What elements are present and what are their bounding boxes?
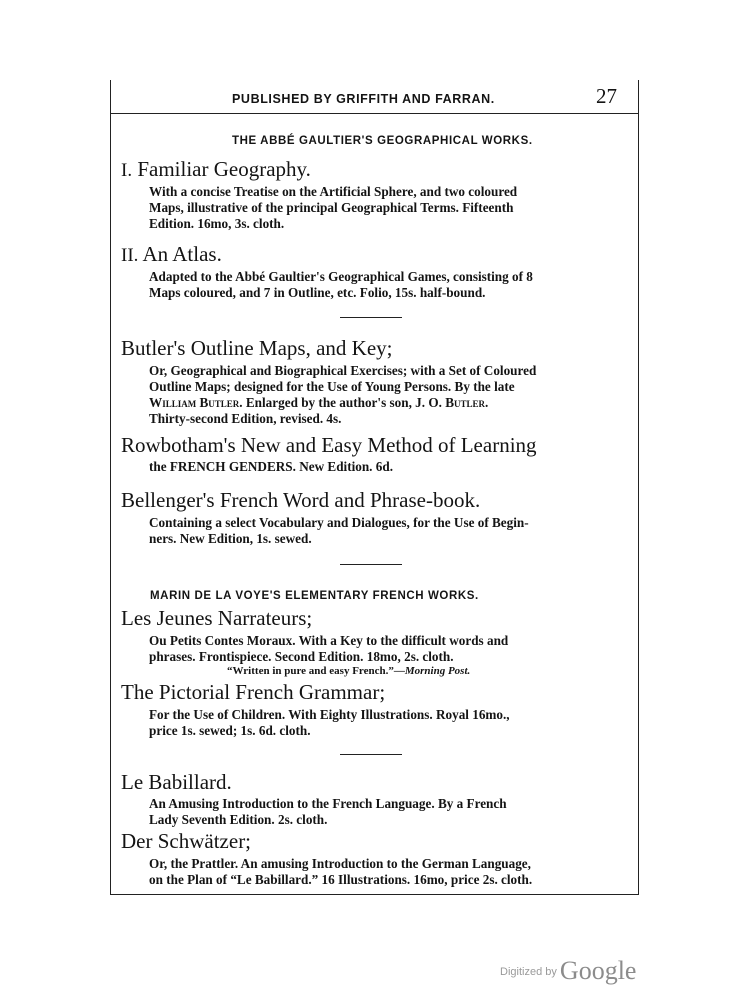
google-logo: Google [559,956,637,985]
entry-title-rowbotham: Rowbotham's New and Easy Method of Learning [121,433,537,457]
entry-title: An Atlas. [142,242,222,266]
entry-title: Familiar Geography. [137,157,311,181]
entry-line: ners. New Edition, 1s. sewed. [149,531,312,546]
entry-title-bellenger: Bellenger's French Word and Phrase-book. [121,488,481,512]
entry-line: With a concise Treatise on the Artificial Sphere, and two coloured [149,184,518,199]
entry-title-butler: Butler's Outline Maps, and Key; [121,336,393,360]
press-quote [227,665,470,677]
entry-line: Lady Seventh Edition. 2s. cloth. [149,812,328,827]
section-heading-gaultier: THE ABBÉ GAULTIER'S GEOGRAPHICAL WORKS. [232,135,533,147]
entry-title-familiar-geography [121,157,311,182]
entry-title-atlas [121,242,222,267]
header-rule [110,113,639,114]
divider-rule [340,754,402,755]
entry-line: phrases. Frontispiece. Second Edition. 18mo, 2s. cloth. [149,649,454,664]
entry-line: Containing a select Vocabulary and Dialogues, for the Use of Begin- [149,515,529,530]
entry-line: For the Use of Children. With Eighty Illustrations. Royal 16mo., [149,707,510,722]
author-name: William Butler. [149,395,243,410]
entry-numeral: I. [121,160,133,181]
entry-line: Or, the Prattler. An amusing Introduction to the German Language, [149,856,531,871]
entry-title-babillard: Le Babillard. [121,770,232,794]
author-name: Butler. [445,395,489,410]
entry-line: Maps coloured, and 7 in Outline, etc. Folio, 15s. half-bound. [149,285,486,300]
running-head: PUBLISHED BY GRIFFITH AND FARRAN. [232,92,495,106]
section-heading-marin: MARIN DE LA VOYE'S ELEMENTARY FRENCH WORKS. [150,590,479,602]
entry-line: the FRENCH GENDERS. New Edition. 6d. [149,459,393,474]
entry-line: on the Plan of “Le Babillard.” 16 Illustrations. 16mo, price 2s. cloth. [149,872,533,887]
divider-rule [340,564,402,565]
entry-line: Or, Geographical and Biographical Exercises; with a Set of Coloured [149,363,537,378]
entry-line: Outline Maps; designed for the Use of Young Persons. By the late [149,379,515,394]
entry-title-grammar: The Pictorial French Grammar; [121,680,386,704]
quote-text: “Written in pure and easy French.”— [227,665,405,677]
entry-line: Adapted to the Abbé Gaultier's Geographical Games, consisting of 8 [149,269,533,284]
quote-source: Morning Post. [404,665,471,677]
entry-line: Edition. 16mo, 3s. cloth. [149,216,285,231]
divider-rule [340,317,402,318]
entry-line: An Amusing Introduction to the French Language. By a French [149,796,507,811]
entry-numeral: II. [121,245,139,266]
entry-line: Ou Petits Contes Moraux. With a Key to the difficult words and [149,633,509,648]
entry-title-narrateurs: Les Jeunes Narrateurs; [121,606,313,630]
entry-line: price 1s. sewed; 1s. 6d. cloth. [149,723,311,738]
digitized-label: Digitized by [500,966,557,978]
entry-line: Maps, illustrative of the principal Geographical Terms. Fifteenth [149,200,514,215]
page-number: 27 [596,84,617,108]
entry-text: Enlarged by the author's son, J. O. [242,395,446,410]
digitized-watermark [500,956,636,986]
entry-line: Thirty-second Edition, revised. 4s. [149,411,342,426]
entry-title-schwatzer: Der Schwätzer; [121,829,252,853]
entry-line [149,395,488,411]
